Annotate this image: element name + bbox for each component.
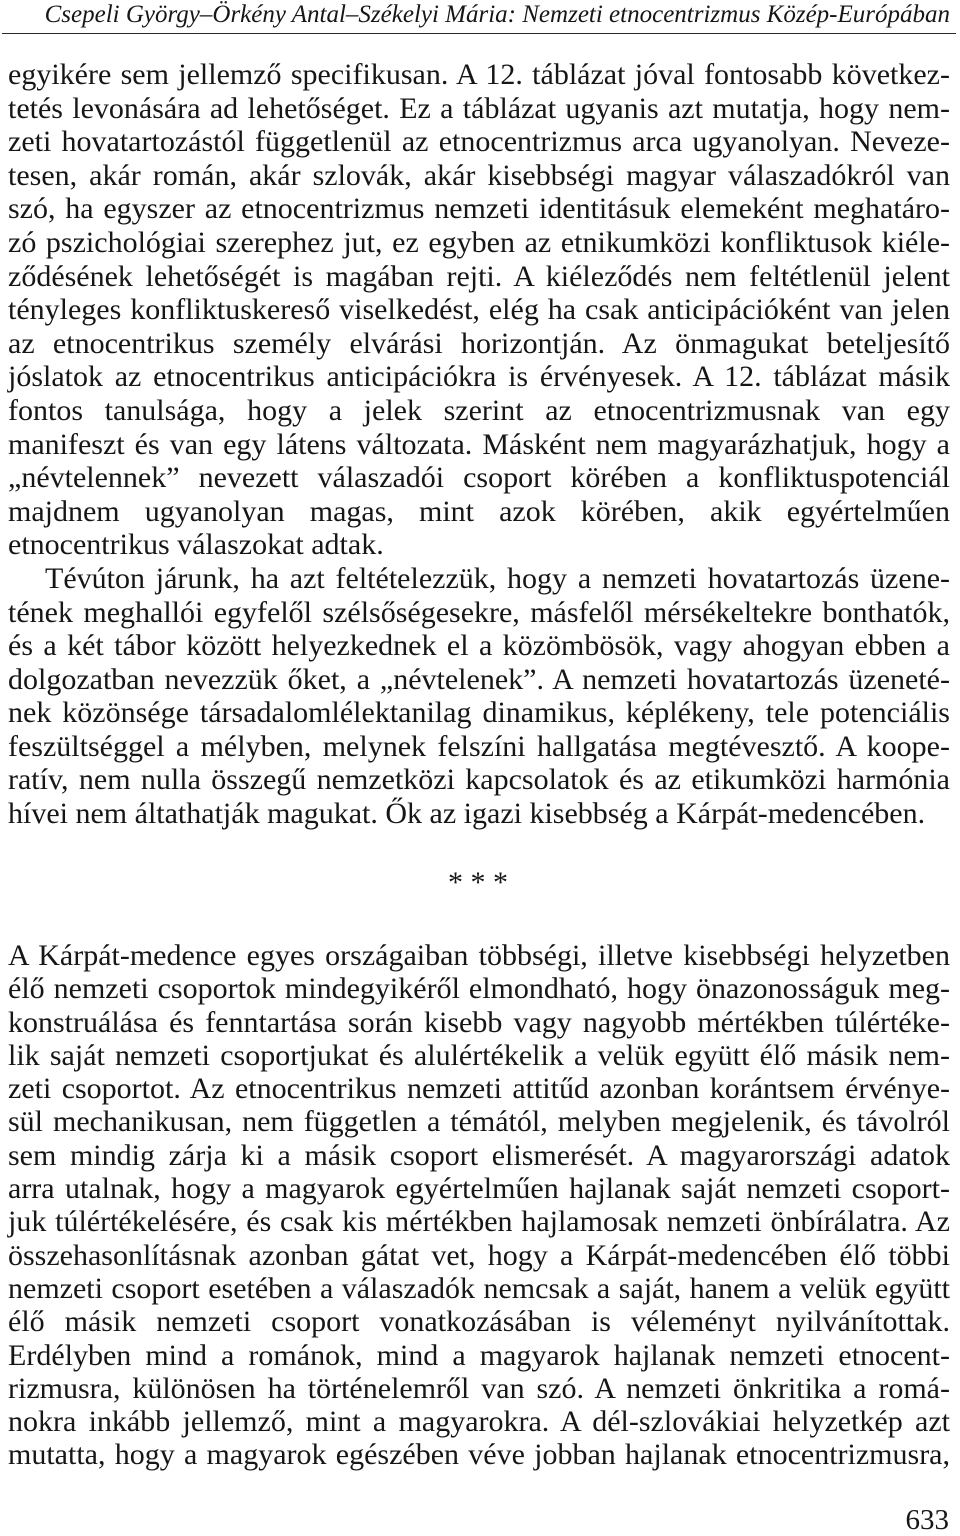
text-line: nemzeti csoport esetében a válaszadók nemcsak a saját, hanem a velük együtt (8, 1271, 950, 1305)
text-line: szó, ha egyszer az etnocentrizmus nemzeti identitásuk elemeként meghatáro- (8, 192, 950, 226)
text-line: „névtelennek” nevezett válaszadói csoport körében a konfliktuspotenciál (8, 461, 950, 495)
running-head: Csepeli György–Örkény Antal–Székelyi Mária: Nemzeti etnocentrizmus Közép-Európában (44, 1, 950, 28)
text-line: dolgozatban nevezzük őket, a „névtelenek”. A nemzeti hovatartozás üzeneté- (8, 662, 950, 696)
text-line: jóslatok az etnocentrikus anticipációkra is érvényesek. A 12. táblázat másik (8, 360, 950, 394)
text-line: nek közönsége társadalomlélektanilag dinamikus, képlékeny, tele potenciális (8, 696, 950, 730)
text-line: zeti hovatartozástól függetlenül az etnocentrizmus arca ugyanolyan. Neveze- (8, 125, 950, 159)
text-block-2 (8, 939, 950, 1472)
text-line: lik saját nemzeti csoportjukat és alulértékelik a velük együtt élő másik nem- (8, 1038, 950, 1072)
text-line: élő másik nemzeti csoport vonatkozásában is véleményt nyilvánítottak. (8, 1305, 950, 1339)
text-line: fontos tanulsága, hogy a jelek szerint az etnocentrizmusnak van egy (8, 393, 950, 427)
text-line: mutatta, hogy a magyarok egészében véve jobban hajlanak etnocentrizmusra, (8, 1438, 950, 1472)
text-line: az etnocentrikus személy elvárási horizontján. Az önmagukat beteljesítő (8, 326, 950, 360)
text-line: és a két tábor között helyezkednek el a közömbösök, vagy ahogyan ebben a (8, 629, 950, 663)
text-block-1 (8, 58, 950, 831)
text-line: manifeszt és van egy látens változata. Másként nem magyarázhatjuk, hogy a (8, 427, 950, 461)
text-line: nokra inkább jellemző, mint a magyarokra. A dél-szlovákiai helyzetkép azt (8, 1405, 950, 1439)
text-line: sül mechanikusan, nem független a témától, melyben megjelenik, és távolról (8, 1105, 950, 1139)
page-number: 633 (905, 1504, 949, 1536)
text-line: ződésének lehetőségét is magában rejti. A kiéleződés nem feltétlenül jelent (8, 259, 950, 293)
paragraph (8, 58, 950, 562)
text-line: zó pszichológiai szerephez jut, ez egyben az etnikumközi konfliktusok kiéle- (8, 225, 950, 259)
text-line: sem mindig zárja ki a másik csoport elismerését. A magyarországi adatok (8, 1138, 950, 1172)
text-line: A Kárpát-medence egyes országaiban többségi, illetve kisebbségi helyzetben (8, 939, 950, 972)
text-line: konstruálása és fenntartása során kisebb vagy nagyobb mértékben túlértéke- (8, 1005, 950, 1039)
section-break: * * * (448, 866, 508, 899)
paragraph (8, 562, 950, 831)
text-line: tének meghallói egyfelől szélsőségesekre, másfelől mérsékeltekre bonthatók, (8, 595, 950, 629)
text-line: rizmusra, különösen ha történelemről van szó. A nemzeti önkritika a romá- (8, 1371, 950, 1405)
text-line: etnocentrikus válaszokat adtak. (8, 528, 384, 562)
paragraph (8, 939, 950, 1472)
text-line: tesen, akár román, akár szlovák, akár kisebbségi magyar válaszadókról van (8, 158, 950, 192)
text-line: összehasonlításnak azonban gátat vet, hogy a Kárpát-medencében élő többi (8, 1238, 950, 1272)
text-line: egyikére sem jellemző specifikusan. A 12. táblázat jóval fontosabb következ- (8, 58, 950, 91)
header-rule (2, 33, 956, 34)
text-line: hívei nem áltathatják magukat. Ők az igazi kisebbség a Kárpát-medencében. (8, 797, 926, 831)
text-line: tényleges konfliktuskereső viselkedést, elég ha csak anticipációként van jelen (8, 293, 950, 327)
text-line: tetés levonására ad lehetőséget. Ez a táblázat ugyanis azt mutatja, hogy nem- (8, 91, 950, 125)
text-line: zeti csoportot. Az etnocentrikus nemzeti attitűd azonban korántsem érvénye- (8, 1072, 950, 1106)
text-line: juk túlértékelésére, és csak kis mértékben hajlamosak nemzeti önbírálatra. Az (8, 1205, 950, 1239)
text-line: Erdélyben mind a románok, mind a magyarok hajlanak nemzeti etnocent- (8, 1338, 950, 1372)
text-line: majdnem ugyanolyan magas, mint azok körében, akik egyértelműen (8, 494, 950, 528)
text-line: arra utalnak, hogy a magyarok egyértelműen hajlanak saját nemzeti csoport- (8, 1172, 950, 1206)
text-line: élő nemzeti csoportok mindegyikéről elmondható, hogy önazonosságuk meg- (8, 972, 950, 1006)
text-line: Tévúton járunk, ha azt feltételezzük, hogy a nemzeti hovatartozás üzene- (45, 561, 950, 595)
text-line: feszültséggel a mélyben, melynek felszíni hallgatása megtévesztő. A koope- (8, 729, 950, 763)
text-line: ratív, nem nulla összegű nemzetközi kapcsolatok és az etikumközi harmónia (8, 763, 950, 797)
